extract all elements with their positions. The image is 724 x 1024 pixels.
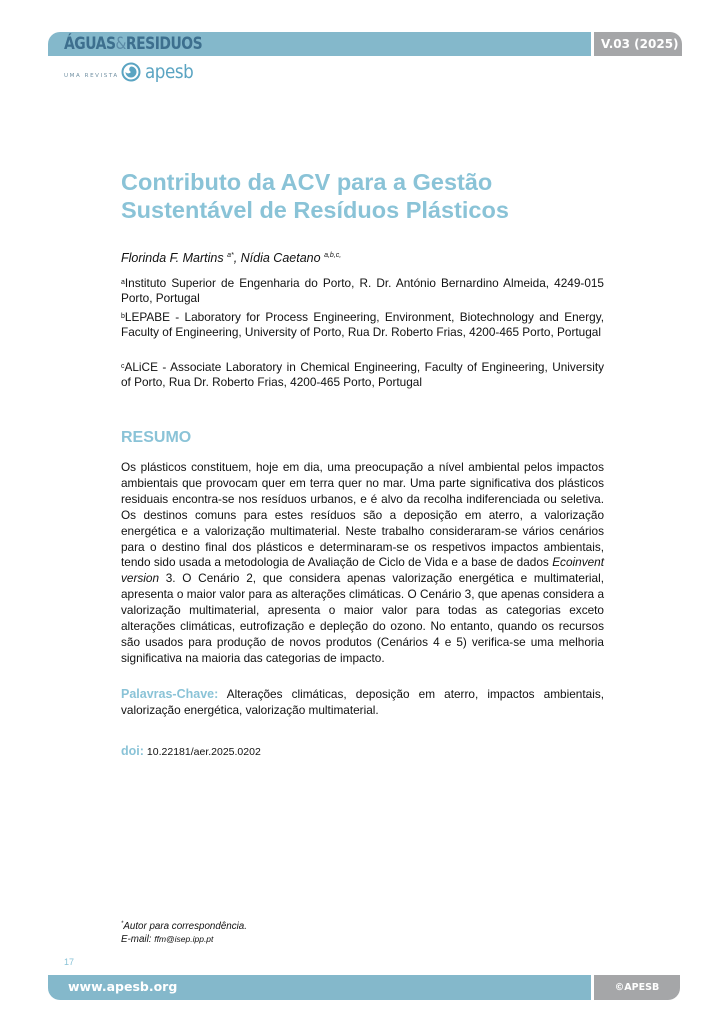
affiliation xyxy=(121,309,604,340)
abstract-text xyxy=(121,460,604,667)
doi-value[interactable]: 10.22181/aer.2025.0202 xyxy=(146,746,261,758)
affiliation-marker: b xyxy=(121,313,125,320)
apesb-swirl-icon xyxy=(121,62,141,82)
journal-name-part1: ÁGUAS xyxy=(64,34,116,54)
keywords-label: Palavras-Chave: xyxy=(121,687,219,701)
copyright-tab: ©APESB xyxy=(594,975,680,1000)
footnote-marker: * xyxy=(121,921,124,927)
footnote-text: Autor para correspondência. xyxy=(123,921,247,932)
email-link[interactable]: ffm@isep.ipp.pt xyxy=(154,934,214,944)
author-separator: , xyxy=(233,251,241,265)
logo-subtitle: UMA REVISTA xyxy=(64,73,119,79)
logo-name: apesb xyxy=(144,61,194,83)
abstract-part: 3. O Cenário 2, que considera apenas valorização energética e multimaterial, apresenta o maior valor para as alterações climáticas. O Cenário 3, que apenas considera a valorização multimaterial, apresenta o maior valor para todas as categorias exceto alterações climáticas, eutrofização e depleção do ozono. No entanto, quando os recursos são usados para produção de novos produtos (Cenários 4 e 5) verifica-se uma melhoria significativa na maioria das categorias de impacto. xyxy=(121,571,604,665)
email-label: E-mail: xyxy=(121,934,152,945)
apesb-logo xyxy=(64,60,200,84)
website-link[interactable]: www.apesb.org xyxy=(68,979,178,994)
abstract-italic: Ecoinvent version xyxy=(121,555,604,586)
page-number: 17 xyxy=(64,957,75,967)
abstract-part: Os plásticos constituem, hoje em dia, uma preocupação a nível ambiental pelos impactos ambientais que provocam quer em terra quer no mar. Uma parte significativa dos plásticos residuais encontra-se nos resíduos urbanos, e é alvo da recolha indiferenciada ou seletiva. Os destinos comuns para estes resíduos são a deposição em aterro, a valorização energética e a valorização multimaterial. Neste trabalho consideraram-se vários cenários para o destino final dos plásticos e determinaram-se os respetivos impactos ambientais, tendo sido usada a metodologia de Avaliação de Ciclo de Vida e a base de dados xyxy=(121,460,604,570)
volume-tab: V.03 (2025) xyxy=(594,32,682,56)
affiliation xyxy=(121,275,604,306)
correspondence-footnote xyxy=(121,918,247,946)
doi xyxy=(121,744,261,758)
article-title: Contributo da ACV para a Gestão Sustentável de Resíduos Plásticos xyxy=(121,169,509,223)
doi-label: doi: xyxy=(121,744,144,758)
keywords xyxy=(121,687,604,718)
affiliation-marker: a xyxy=(121,279,125,286)
affiliation-text: ALiCE - Associate Laboratory in Chemical Engineering, Faculty of Engineering, University of Porto, Rua Dr. Roberto Frias, 4200-465 Porto, Portugal xyxy=(121,360,604,389)
author-affiliation-marker: a,b,c, xyxy=(324,252,342,259)
author-name: Florinda F. Martins xyxy=(121,251,224,265)
affiliation-text: LEPABE - Laboratory for Process Engineering, Environment, Biotechnology and Energy, Faculty of Engineering, University of Porto, Rua Dr. Roberto Frias, 4200-465 Porto, Portugal xyxy=(121,310,604,339)
affiliation-marker: c xyxy=(121,363,125,370)
abstract-heading: RESUMO xyxy=(121,429,192,446)
keywords-text: Alterações climáticas, deposição em aterro, impactos ambientais, valorização energética, valorização multimaterial. xyxy=(121,687,604,717)
journal-name-amp: & xyxy=(115,34,126,54)
affiliation-text: Instituto Superior de Engenharia do Porto, R. Dr. António Bernardino Almeida, 4249-015 Porto, Portugal xyxy=(121,276,604,305)
affiliation xyxy=(121,359,604,390)
journal-name-part2: RESIDUOS xyxy=(125,34,203,54)
author-name: Nídia Caetano xyxy=(240,251,321,265)
author-affiliation-marker: a* xyxy=(227,252,234,259)
journal-name xyxy=(64,34,202,54)
author-list xyxy=(121,251,341,265)
